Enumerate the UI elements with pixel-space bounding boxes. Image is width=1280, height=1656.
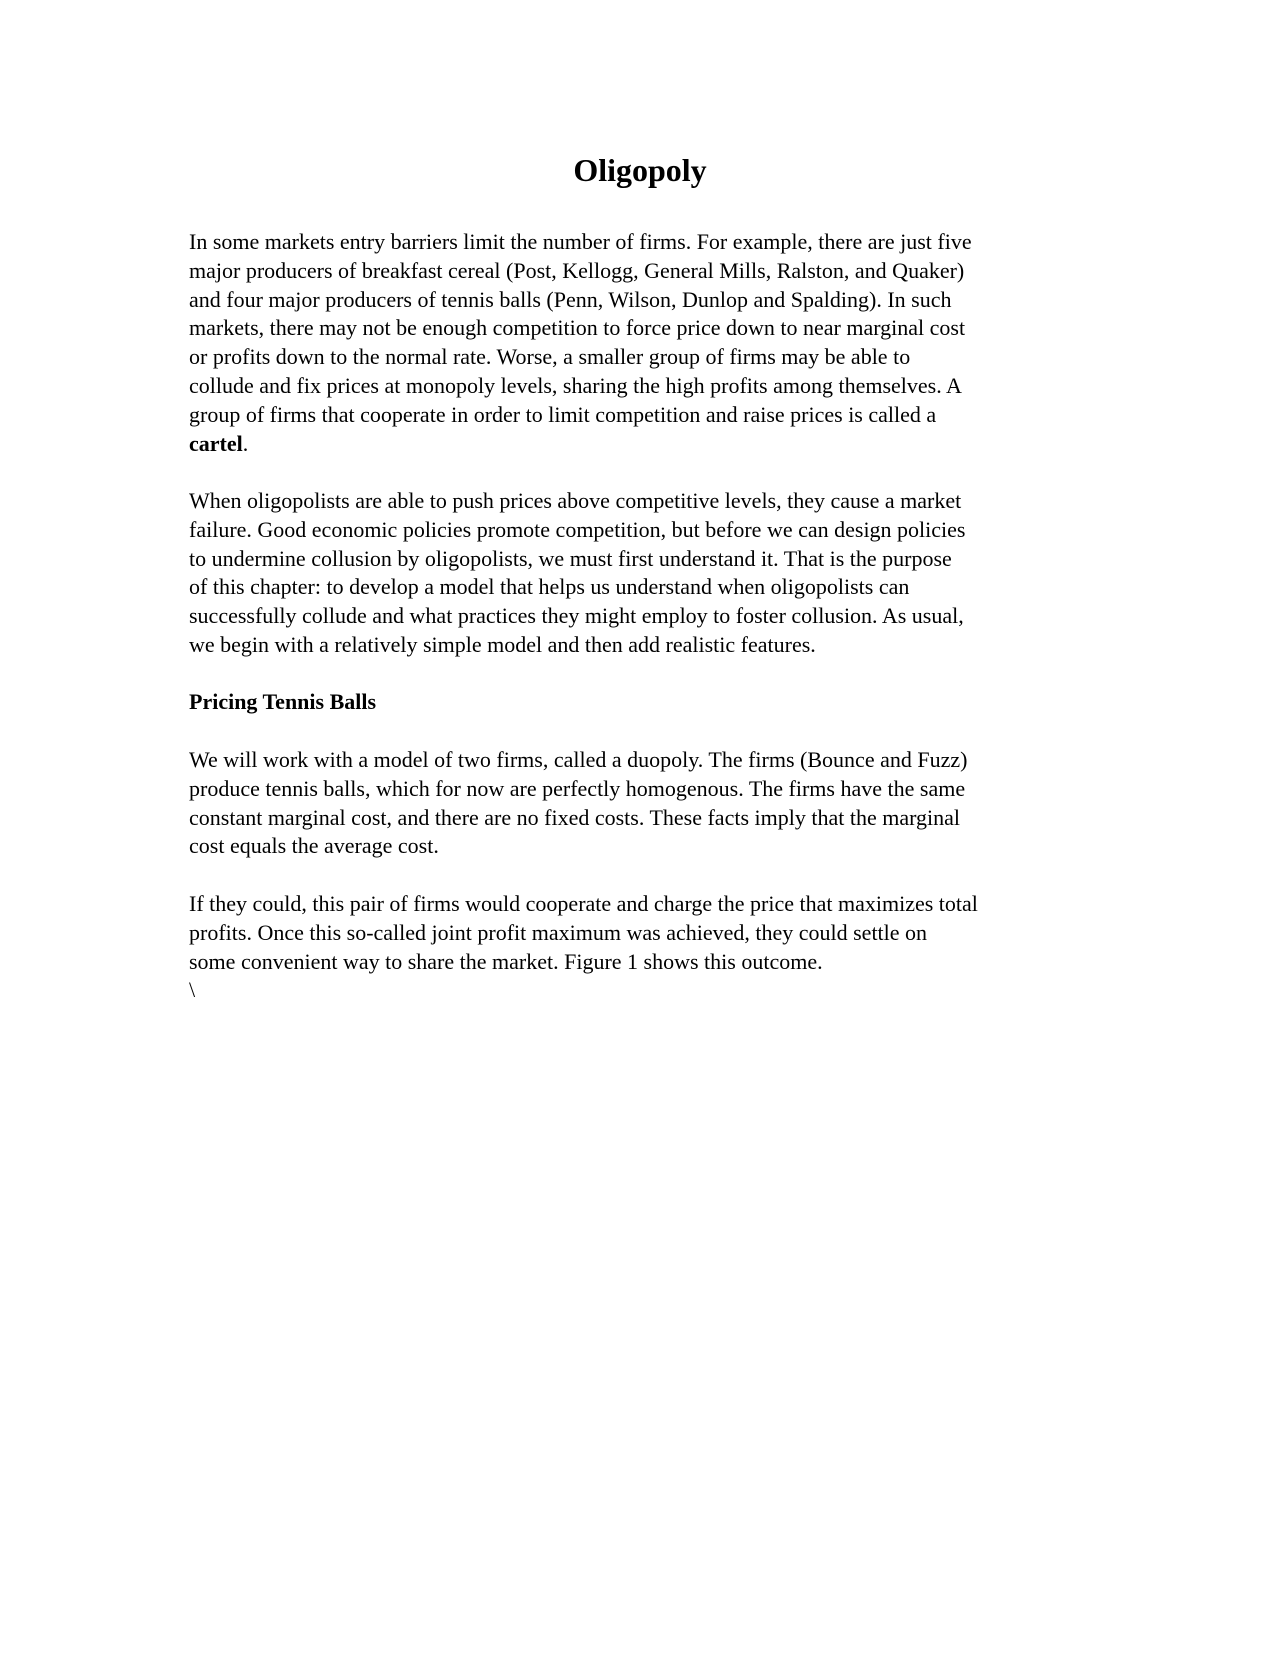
paragraph-duopoly-model	[189, 746, 1089, 861]
paragraph-line: constant marginal cost, and there are no fixed costs. These facts imply that the marginal	[189, 804, 960, 830]
document-title: Oligopoly	[573, 152, 707, 188]
paragraph-line: If they could, this pair of firms would cooperate and charge the price that maximizes total	[189, 891, 978, 916]
paragraph-line-tail: .	[242, 430, 249, 456]
paragraph-market-failure	[189, 487, 1089, 660]
paragraph-line: \	[189, 977, 196, 1003]
paragraph-line: cost equals the average cost.	[189, 833, 439, 859]
paragraph-line: When oligopolists are able to push prices above competitive levels, they cause a market	[189, 488, 962, 513]
paragraph-line: group of firms that cooperate in order to limit competition and raise prices is called a	[189, 401, 937, 427]
paragraph-line: failure. Good economic policies promote competition, but before we can design policies	[189, 516, 966, 542]
paragraph-line: and four major producers of tennis balls (Penn, Wilson, Dunlop and Spalding). In such	[189, 286, 952, 312]
paragraph-intro	[189, 228, 1089, 458]
section-heading: Pricing Tennis Balls	[189, 689, 377, 714]
paragraph-line: to undermine collusion by oligopolists, we must first understand it. That is the purpose	[189, 545, 952, 571]
paragraph-line: markets, there may not be enough competition to force price down to near marginal cost	[189, 315, 966, 341]
paragraph-line: some convenient way to share the market. Figure 1 shows this outcome.	[189, 948, 823, 974]
paragraph-line	[189, 430, 1089, 459]
paragraph-line: produce tennis balls, which for now are perfectly homogenous. The firms have the same	[189, 775, 966, 801]
term-cartel: cartel	[189, 430, 243, 456]
paragraph-line: successfully collude and what practices they might employ to foster collusion. As usual,	[189, 603, 964, 629]
paragraph-line: major producers of breakfast cereal (Post, Kellogg, General Mills, Ralston, and Quaker)	[189, 257, 965, 283]
paragraph-joint-profit	[189, 890, 1089, 1005]
paragraph-line: of this chapter: to develop a model that helps us understand when oligopolists can	[189, 574, 910, 600]
paragraph-line: or profits down to the normal rate. Worse, a smaller group of firms may be able to	[189, 344, 911, 370]
paragraph-line: profits. Once this so-called joint profit maximum was achieved, they could settle on	[189, 919, 928, 945]
paragraph-line: In some markets entry barriers limit the number of firms. For example, there are just five	[189, 229, 972, 254]
paragraph-line: we begin with a relatively simple model and then add realistic features.	[189, 631, 816, 657]
paragraph-line: collude and fix prices at monopoly levels, sharing the high profits among themselves. A	[189, 372, 962, 398]
paragraph-line: We will work with a model of two firms, called a duopoly. The firms (Bounce and Fuzz)	[189, 747, 968, 772]
